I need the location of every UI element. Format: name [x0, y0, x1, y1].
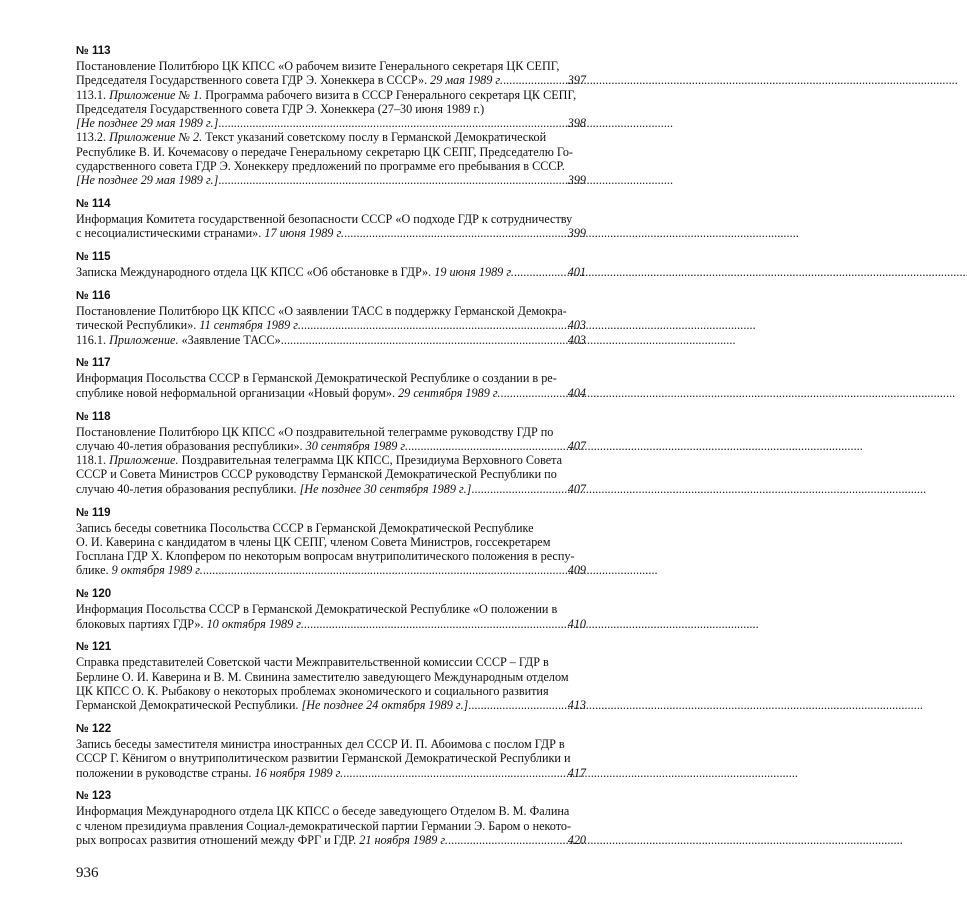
document-entry	[76, 722, 586, 780]
entry-text	[76, 617, 304, 631]
text-segment: Текст указаний советскому послу в Германской Демократической	[202, 130, 547, 145]
italic-segment: [Не позднее 29 мая 1989 г.]	[76, 116, 219, 131]
text-segment: Берлине О. И. Каверина и В. М. Свинина заместителю заведующего Международным отделом	[76, 669, 569, 684]
entry-line	[76, 73, 586, 87]
page-reference: 413	[567, 698, 586, 713]
document-number: № 113	[76, 45, 111, 57]
dot-leader	[408, 439, 567, 453]
text-segment: 113.2.	[76, 130, 110, 145]
entry-line	[76, 751, 586, 765]
text-segment: рых вопросах развития отношений между ФРГ и ГДР.	[76, 832, 357, 847]
entry-line	[76, 88, 586, 102]
document-entry	[76, 289, 586, 347]
dot-leader	[448, 833, 567, 847]
entry-line	[76, 173, 586, 187]
page-reference: 407	[567, 438, 586, 453]
text-segment: Информация Посольства СССР в Германской Демократической Республике о создании в ре-	[76, 371, 557, 386]
entry-line	[76, 617, 586, 631]
entry-text	[76, 265, 514, 279]
text-segment: Поздравительная телеграмма ЦК КПСС, Президиума Верховного Совета	[178, 453, 563, 468]
document-entry	[76, 587, 586, 631]
entry-text	[76, 318, 301, 332]
entry-line	[76, 130, 586, 144]
entry-line	[76, 684, 586, 698]
entry-text	[76, 73, 503, 87]
entry-line	[76, 766, 586, 780]
entry-text	[76, 833, 448, 847]
italic-segment: 10 октября 1989 г.	[203, 616, 304, 631]
entry-text	[76, 563, 203, 577]
text-segment: Программа рабочего визита в СССР Генерального секретаря ЦК СЕПГ,	[202, 87, 577, 102]
entry-line	[76, 482, 586, 496]
entry-text	[76, 333, 281, 347]
document-number: № 117	[76, 357, 111, 370]
dot-leader	[503, 73, 567, 87]
entry-line	[76, 265, 586, 279]
entry-line	[76, 737, 586, 751]
entry-line	[76, 602, 586, 616]
entry-line	[76, 563, 586, 577]
document-entry	[76, 410, 586, 496]
text-segment: случаю 40-летия образования республики».	[76, 438, 303, 453]
entry-line	[76, 371, 586, 385]
page-reference: 409	[567, 563, 586, 578]
italic-segment: 21 ноября 1989 г.	[356, 832, 448, 847]
entry-line	[76, 439, 586, 453]
text-segment: Постановление Политбюро ЦК КПСС «О рабочем визите Генерального секретаря ЦК СЕПГ,	[76, 59, 560, 73]
text-segment: 118.1.	[76, 453, 110, 468]
document-number: № 123	[76, 790, 112, 803]
dot-leader	[203, 563, 567, 577]
italic-segment: 9 октября 1989 г.	[108, 563, 203, 578]
page-reference: 407	[567, 481, 586, 496]
italic-segment: Приложение.	[109, 332, 179, 347]
document-number: № 122	[76, 723, 112, 735]
entry-line	[76, 333, 586, 347]
dot-leader	[218, 116, 566, 130]
entry-text	[76, 482, 471, 496]
text-segment: Запись беседы заместителя министра иностранных дел СССР И. П. Абоимова с послом ГДР в	[76, 737, 565, 751]
entry-line	[76, 304, 586, 318]
page-reference: 417	[567, 765, 586, 780]
entry-line	[76, 804, 586, 818]
document-number: № 120	[76, 588, 112, 601]
text-segment: Информация Комитета государственной безопасности СССР «О подходе ГДР к сотрудничеству	[76, 212, 573, 227]
text-segment: Запись беседы советника Посольства СССР в Германской Демократической Республике	[76, 520, 534, 535]
text-segment: 113.1.	[76, 87, 110, 102]
text-segment: Постановление Политбюро ЦК КПСС «О поздравительной телеграмме руководству ГДР по	[76, 424, 554, 439]
page-reference: 399	[567, 173, 586, 188]
text-segment: Германской Демократической Республики.	[76, 698, 299, 713]
entry-text	[76, 386, 500, 400]
italic-segment: 29 мая 1989 г.	[427, 73, 504, 88]
page-reference: 398	[567, 116, 586, 131]
text-segment: СССР Г. Кёнигом о внутриполитическом развитии Германской Демократической Республики и	[76, 751, 571, 766]
entry-line	[76, 833, 586, 847]
text-segment: спублике новой неформальной организации «Новый форум».	[76, 385, 396, 400]
italic-segment: 30 сентября 1989 г.	[302, 438, 409, 453]
italic-segment: [Не позднее 29 мая 1989 г.]	[76, 173, 219, 188]
italic-segment: 17 июня 1989 г.	[261, 226, 345, 241]
text-segment: Председателя Государственного совета ГДР Э. Хонеккера (27–30 июня 1989 г.)	[76, 101, 485, 116]
document-entry	[76, 506, 586, 578]
page-number: 936	[76, 865, 99, 881]
text-segment: Записка Международного отдела ЦК КПСС «Об обстановке в ГДР».	[76, 265, 432, 280]
document-entry	[76, 250, 586, 279]
page-reference: 404	[567, 385, 586, 400]
entry-line	[76, 145, 586, 159]
text-segment: СССР и Совета Министров СССР руководству Германской Демократической Республики по	[76, 467, 557, 482]
document-number: № 121	[76, 641, 112, 654]
dot-leader	[218, 173, 566, 187]
entry-line	[76, 698, 586, 712]
text-segment: «Заявление ТАСС»	[178, 332, 281, 347]
page-reference: 403	[567, 332, 586, 347]
entry-text	[76, 226, 344, 240]
text-segment: случаю 40-летия образования республики.	[76, 481, 297, 496]
text-segment: с несоциалистическими странами».	[76, 226, 262, 241]
entry-line	[76, 318, 586, 332]
italic-segment: Приложение.	[109, 453, 179, 468]
text-segment: ЦК КПСС О. К. Рыбакову о некоторых проблемах экономического и социального развития	[76, 683, 549, 698]
italic-segment: 19 июня 1989 г.	[431, 265, 514, 280]
text-segment: Информация Международного отдела ЦК КПСС о беседе заведующего Отделом В. М. Фалина	[76, 804, 570, 819]
entry-line	[76, 226, 586, 240]
text-segment: блоковых партиях ГДР».	[76, 616, 204, 631]
entry-line	[76, 425, 586, 439]
document-entry	[76, 197, 586, 241]
text-segment: тической Республики».	[76, 318, 197, 333]
entry-line	[76, 102, 586, 116]
entry-text	[76, 698, 468, 712]
text-segment: Председателя Государственного совета ГДР Э. Хонеккера в СССР».	[76, 73, 428, 88]
entry-line	[76, 453, 586, 467]
entry-text	[76, 173, 218, 187]
entry-line	[76, 819, 586, 833]
page-reference: 399	[567, 226, 586, 241]
text-segment: с членом президиума правления Социал-демократической партии Германии Э. Баром о некото-	[76, 818, 572, 833]
entry-line	[76, 467, 586, 481]
text-segment: блике.	[76, 563, 109, 578]
entry-line	[76, 549, 586, 563]
page-reference: 403	[567, 318, 586, 333]
text-segment: Постановление Политбюро ЦК КПСС «О заявлении ТАСС в поддержку Германской Демокра-	[76, 304, 567, 319]
italic-segment: Приложение № 2.	[109, 130, 203, 145]
text-segment: 116.1.	[76, 332, 110, 347]
document-number: № 119	[76, 506, 111, 519]
dot-leader	[500, 386, 566, 400]
entry-line	[76, 116, 586, 130]
dot-leader	[514, 265, 567, 279]
document-number: № 115	[76, 251, 111, 264]
italic-segment: Приложение № 1.	[109, 87, 203, 102]
document-entry	[76, 789, 586, 847]
text-segment: Госплана ГДР Х. Клопфером по некоторым вопросам внутриполитического положения в респу-	[76, 549, 575, 564]
entry-text	[76, 766, 343, 780]
page-reference: 397	[567, 73, 586, 88]
text-segment: Справка представителей Советской части Межправительственной комиссии СССР – ГДР в	[76, 655, 549, 670]
italic-segment: 11 сентября 1989 г.	[196, 318, 301, 333]
entry-line	[76, 212, 586, 226]
document-entry	[76, 44, 586, 188]
dot-leader	[471, 482, 566, 496]
entry-line	[76, 670, 586, 684]
italic-segment: [Не позднее 30 сентября 1989 г.]	[296, 481, 472, 496]
document-number: № 116	[76, 290, 111, 303]
page-reference: 420	[567, 832, 586, 847]
entry-line	[76, 521, 586, 535]
italic-segment: 29 сентября 1989 г.	[395, 385, 501, 400]
dot-leader	[301, 318, 567, 332]
entry-line	[76, 59, 586, 73]
italic-segment: [Не позднее 24 октября 1989 г.]	[298, 698, 469, 713]
dot-leader	[468, 698, 566, 712]
dot-leader	[344, 226, 567, 240]
text-segment: сударственного совета ГДР Э. Хонеккеру предложений по программе его пребывания в СССР.	[76, 159, 565, 174]
entry-text	[76, 439, 408, 453]
entry-line	[76, 159, 586, 173]
text-segment: Республике В. И. Кочемасову о передаче Генеральному секретарю ЦК СЕПГ, Председателю Го-	[76, 144, 573, 159]
italic-segment: 16 ноября 1989 г.	[251, 765, 344, 780]
document-number: № 118	[76, 410, 111, 423]
dot-leader	[304, 617, 567, 631]
text-segment: Информация Посольства СССР в Германской Демократической Республике «О положении в	[76, 602, 558, 617]
entry-line	[76, 386, 586, 400]
entry-text	[76, 116, 218, 130]
entry-line	[76, 655, 586, 669]
text-segment: положении в руководстве страны.	[76, 765, 252, 780]
table-of-contents	[76, 44, 586, 857]
entry-line	[76, 535, 586, 549]
page-reference: 410	[567, 616, 586, 631]
page-reference: 401	[567, 265, 586, 280]
document-entry	[76, 640, 586, 712]
dot-leader	[281, 333, 567, 347]
document-entry	[76, 356, 586, 400]
document-number: № 114	[76, 198, 111, 211]
dot-leader	[343, 766, 566, 780]
text-segment: О. И. Каверина с кандидатом в члены ЦК СЕПГ, членом Совета Министров, госсекретарем	[76, 534, 551, 549]
